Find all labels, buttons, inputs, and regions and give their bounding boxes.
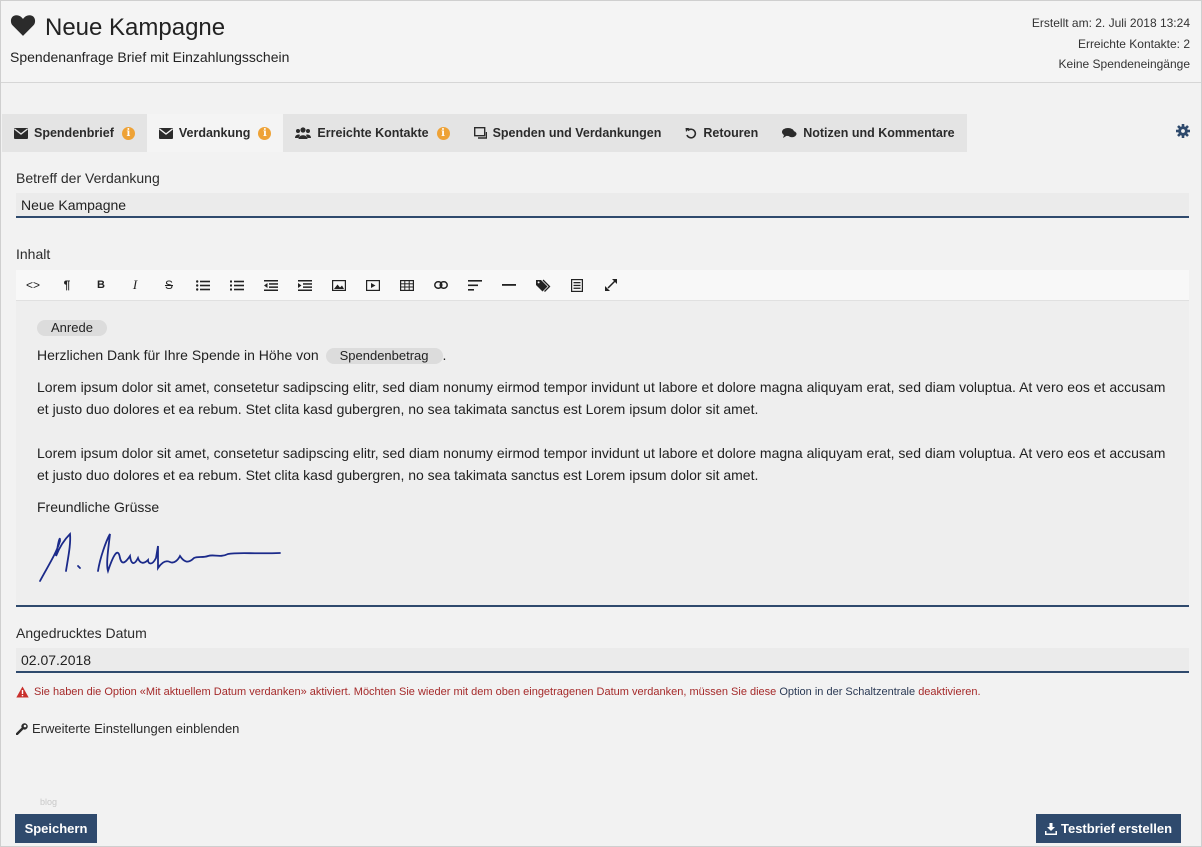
settings-gear-icon[interactable] bbox=[1176, 124, 1190, 143]
advanced-settings-link[interactable] bbox=[16, 721, 239, 736]
code-icon[interactable]: <> bbox=[25, 278, 40, 292]
created-date: Erstellt am: 2. Juli 2018 13:24 bbox=[1031, 16, 1190, 30]
wrench-icon bbox=[16, 723, 28, 735]
unordered-list-icon[interactable] bbox=[186, 270, 220, 300]
salutation-line bbox=[37, 316, 107, 338]
tab-label: Notizen und Kommentare bbox=[803, 126, 955, 140]
tab-erreichte-kontakte[interactable] bbox=[283, 114, 461, 152]
envelope-icon bbox=[14, 128, 28, 139]
campaign-meta bbox=[1032, 13, 1190, 75]
tab-bar bbox=[2, 114, 967, 152]
table-icon[interactable] bbox=[390, 270, 424, 300]
tab-label: Retouren bbox=[703, 126, 759, 140]
salutation-placeholder-chip[interactable]: Anrede bbox=[37, 320, 107, 336]
strikethrough-icon[interactable]: S bbox=[164, 278, 173, 292]
advanced-settings-label: Erweiterte Einstellungen einblenden bbox=[32, 721, 240, 736]
tab-spendenbrief[interactable] bbox=[2, 114, 147, 152]
body-paragraph-2: Lorem ipsum dolor sit amet, consetetur sadipscing elitr, sed diam nonumy eirmod tempor invidunt ut labore et dolore magna aliquyam erat, sed diam voluptua. At vero eos et accusam et justo duo dolores et ea rebum. Stet clita kasd gubergren, no sea takimata sanctus est Lorem ipsum dolor sit amet. bbox=[37, 445, 1166, 483]
test-button-label: Testbrief erstellen bbox=[1060, 821, 1173, 836]
donation-status: Keine Spendeneingänge bbox=[1058, 57, 1190, 71]
content-editor[interactable] bbox=[16, 301, 1189, 607]
thanks-line bbox=[37, 344, 446, 366]
horizontal-rule-icon[interactable] bbox=[492, 270, 526, 300]
info-icon: i bbox=[258, 127, 271, 140]
page-subtitle: Spendenanfrage Brief mit Einzahlungsschein bbox=[10, 49, 290, 65]
reached-contacts: Erreichte Kontakte: 2 bbox=[1077, 36, 1190, 51]
content-label: Inhalt bbox=[16, 246, 51, 262]
warning-triangle-icon bbox=[16, 686, 29, 698]
comments-icon bbox=[782, 127, 797, 139]
warning-text: Sie haben die Option «Mit aktuellem Datum verdanken» aktiviert. Möchten Sie wieder mit dem oben eingetragenen Datum verdanken, müssen Sie diese bbox=[34, 686, 777, 698]
save-button[interactable]: Speichern bbox=[15, 814, 97, 843]
tab-retouren[interactable] bbox=[673, 114, 770, 152]
warning-deactivate-link[interactable]: deaktivieren. bbox=[918, 686, 981, 698]
users-icon bbox=[295, 127, 311, 139]
tab-label: Verdankung bbox=[178, 126, 251, 140]
donation-icon bbox=[474, 127, 487, 139]
amount-placeholder-chip[interactable]: Spendenbetrag bbox=[326, 348, 443, 364]
page-title: Neue Kampagne bbox=[45, 13, 226, 41]
date-input[interactable]: 02.07.2018 bbox=[16, 648, 1189, 673]
thanks-text: Herzlichen Dank für Ihre Spende in Höhe von bbox=[37, 347, 319, 363]
italic-icon[interactable]: I bbox=[132, 277, 138, 292]
create-test-letter-button[interactable] bbox=[1036, 814, 1181, 843]
ordered-list-icon[interactable] bbox=[220, 270, 254, 300]
envelope-icon bbox=[159, 128, 173, 139]
title-row bbox=[10, 13, 225, 42]
image-icon[interactable] bbox=[322, 270, 356, 300]
download-icon bbox=[1045, 823, 1057, 835]
info-icon: i bbox=[122, 127, 135, 140]
warning-text-2: in der Schaltzentrale bbox=[814, 686, 916, 698]
tab-notizen-und-kommentare[interactable] bbox=[770, 114, 966, 152]
undo-icon bbox=[685, 127, 697, 139]
tags-icon[interactable] bbox=[526, 270, 560, 300]
subject-label: Betreff der Verdankung bbox=[16, 170, 160, 186]
paragraph-icon[interactable]: ¶ bbox=[63, 278, 71, 292]
video-icon[interactable] bbox=[356, 270, 390, 300]
warning-option-link[interactable]: Option bbox=[779, 686, 812, 698]
subject-input[interactable]: Neue Kampagne bbox=[16, 193, 1189, 218]
tab-verdankung[interactable] bbox=[147, 114, 284, 152]
outdent-icon[interactable] bbox=[254, 270, 288, 300]
tab-label: Spendenbrief bbox=[34, 126, 114, 140]
bold-icon[interactable]: B bbox=[97, 279, 105, 291]
fullscreen-icon[interactable] bbox=[594, 270, 628, 300]
signature-image bbox=[38, 526, 288, 592]
template-icon[interactable] bbox=[560, 270, 594, 300]
info-icon: i bbox=[437, 127, 450, 140]
align-icon[interactable] bbox=[458, 270, 492, 300]
heart-icon bbox=[10, 13, 36, 42]
tab-spenden-und-verdankungen[interactable] bbox=[462, 114, 674, 152]
date-label: Angedrucktes Datum bbox=[16, 625, 147, 641]
thanks-end: . bbox=[442, 347, 447, 363]
tab-label: Erreichte Kontakte bbox=[317, 126, 429, 140]
closing-text: Freundliche Grüsse bbox=[37, 499, 160, 515]
warning-message bbox=[16, 686, 981, 698]
campaign-header bbox=[1, 1, 1201, 83]
editor-toolbar bbox=[16, 270, 1189, 301]
body-paragraph-1: Lorem ipsum dolor sit amet, consetetur sadipscing elitr, sed diam nonumy eirmod tempor invidunt ut labore et dolore magna aliquyam erat, sed diam voluptua. At vero eos et accusam et justo duo dolores et ea rebum. Stet clita kasd gubergren, no sea takimata sanctus est Lorem ipsum dolor sit amet. bbox=[37, 379, 1166, 417]
tab-label: Spenden und Verdankungen bbox=[492, 126, 662, 140]
link-icon[interactable] bbox=[424, 270, 458, 300]
indent-icon[interactable] bbox=[288, 270, 322, 300]
faint-text: blog bbox=[40, 797, 58, 807]
